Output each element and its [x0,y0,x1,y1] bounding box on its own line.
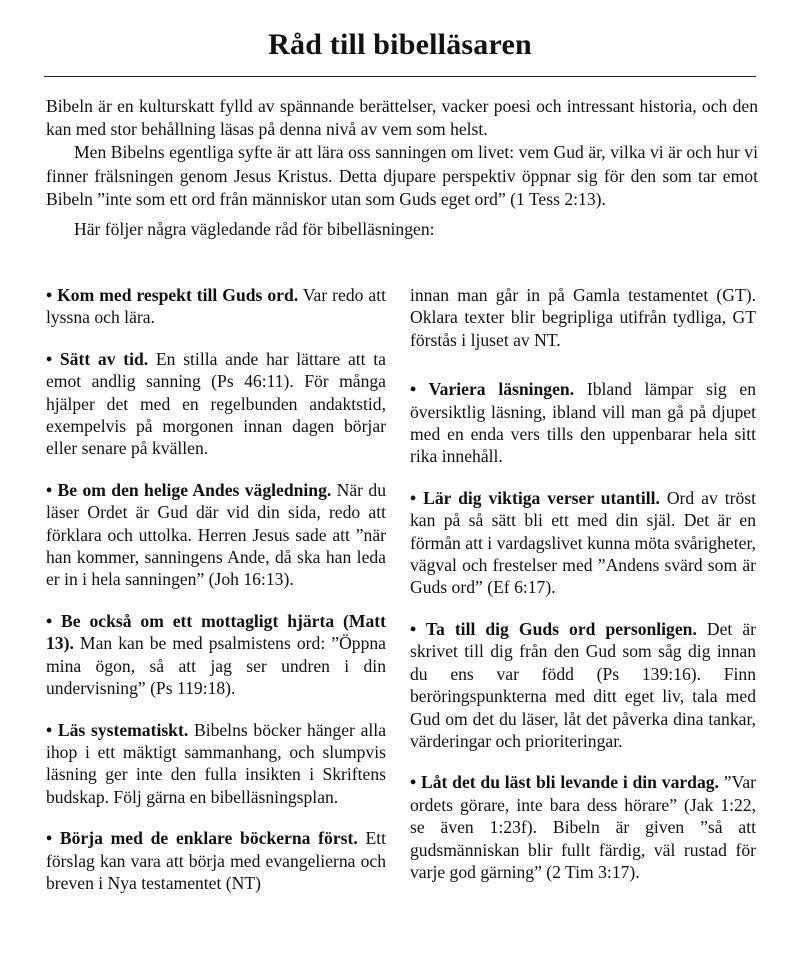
right-column [410,284,756,902]
advice-text: En stilla ande har lättare att ta emot andlig sanning (Ps 46:11). För många hjälper det med en regelbunden andaktstid, exempelvis på morgonen innan dagen börjar eller senare på kvällen. [46,348,386,459]
intro-lead: Här följer några vägledande råd för bibelläsningen: [74,219,435,240]
advice-text: Det är skrivet till dig från den Gud som såg dig innan du ens var född (Ps 139:16). Finn beröringspunkterna med ditt eget liv, tala med Gud om det du läser, låt det påverka dina tankar, värderingar och prioriteringar. [410,618,757,751]
advice-item [46,479,386,591]
advice-item [46,284,386,329]
intro-section [46,95,758,241]
advice-text: Bibelns böcker hänger alla ihop i ett mäktigt sammanhang, och slumpvis läsning ger inte den fulla insikten i Skriftens budskap. Följ gärna en bibelläsningsplan. [46,719,386,807]
advice-item [410,378,756,468]
advice-text: Ibland lämpar sig en översiktlig läsning, ibland vill man gå på djupet med en enda vers tills den uppenbarar hela sitt rika innehåll. [410,379,756,467]
advice-text: Ord av tröst kan på så sätt bli ett med din själ. Det är en förmån att i vardagslivet kunna möta svårigheter, vägval och frestelser med ”Andens svärd som är Guds ord” (Ef 6:17). [410,487,756,598]
advice-heading: • Be också om ett mottagligt hjärta (Matt 13). [46,610,386,654]
advice-heading: • Be om den helige Andes vägledning. [46,479,332,500]
advice-text: ”Var ordets görare, inte bara dess hörare” (Jak 1:22, se även 1:23f). Bibeln är given ”så att gudsmänniskan blir fullt färdig, väl rustad för varje god gärning” (2 Tim 3:17). [410,772,756,882]
left-column [46,284,386,913]
page-title: Råd till bibelläsaren [268,28,532,61]
advice-heading: • Börja med de enklare böckerna först. [46,828,358,849]
advice-item [46,719,386,809]
advice-heading: • Låt det du läst bli levande i din vardag. [410,772,719,793]
title-rule [44,76,756,77]
advice-item [46,827,386,894]
advice-item [410,618,756,752]
advice-heading: • Variera läsningen. [410,379,575,400]
advice-text: När du läser Ordet är Gud där vid din sida, redo att förklara och uttolka. Herren Jesus sade att ”när han kommer, sanningens Ande, då ska han leda er in i hela sanningen” (Joh 16:13). [46,479,387,590]
advice-item [46,348,386,460]
advice-heading: • Sätt av tid. [46,348,149,369]
advice-text: Var redo att lyssna och lära. [46,285,386,328]
advice-text: Ett förslag kan vara att börja med evangelierna och breven i Nya testamentet (NT) [46,828,386,893]
advice-continuation: innan man går in på Gamla testamentet (GT). Oklara texter blir begripliga utifrån tydliga, GT förstås i ljuset av NT. [410,285,756,350]
advice-heading: • Kom med respekt till Guds ord. [46,285,299,305]
intro-paragraph-1: Bibeln är en kulturskatt fylld av spännande berättelser, vacker poesi och intressant historia, och den kan med stor behållning läsas på denna nivå av vem som helst. [46,96,758,140]
intro-paragraph-2: Men Bibelns egentliga syfte är att lära oss sanningen om livet: vem Gud är, vilka vi är och hur vi finner frälsningen genom Jesus Kristus. Detta djupare perspektiv öppnar sig för den som tar emot Bibeln ”inte som ett ord från människor utan som Guds eget ord” (1 Tess 2:13). [46,142,758,209]
advice-heading: • Ta till dig Guds ord personligen. [410,618,697,639]
advice-heading: • Läs systematiskt. [46,719,189,740]
advice-heading: • Lär dig viktiga verser utantill. [410,487,660,508]
advice-text: Man kan be med psalmistens ord: ”Öppna mina ögon, så att jag ser undren i din undervisning” (Ps 119:18). [46,633,386,699]
advice-item [46,610,386,700]
advice-item [410,487,756,599]
advice-item [410,771,756,883]
